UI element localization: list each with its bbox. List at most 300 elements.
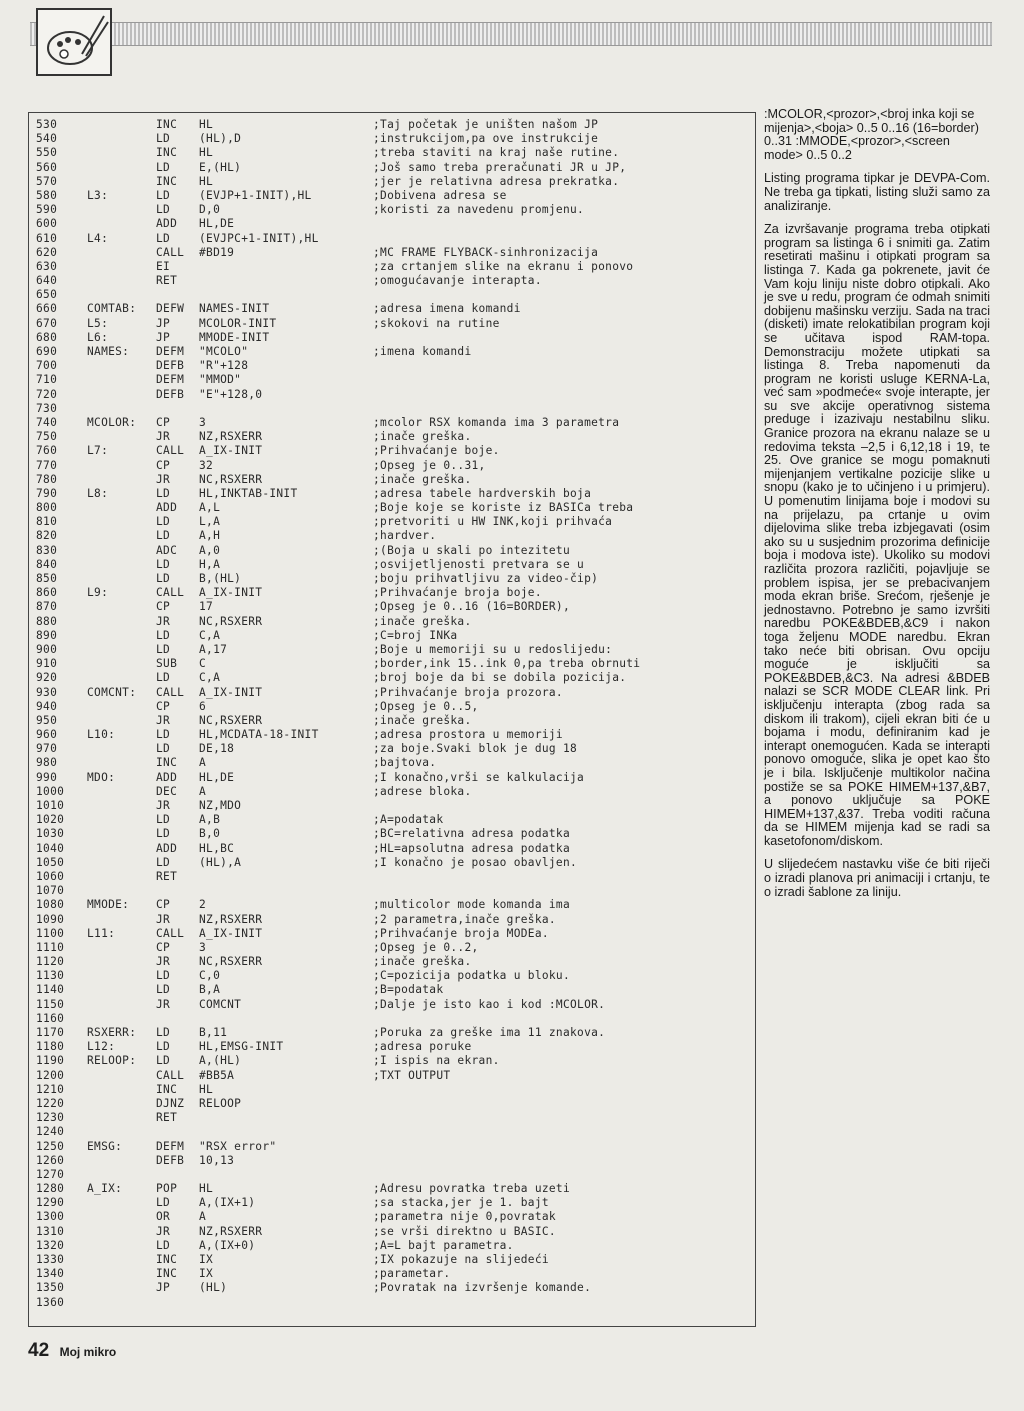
listing-row	[36, 1125, 752, 1139]
listing-row	[36, 1253, 752, 1267]
line-number: 790	[36, 486, 58, 500]
operand: E,(HL)	[199, 160, 242, 174]
line-number: 1110	[36, 940, 65, 954]
comment: ;Prihvaćanje boje.	[373, 444, 500, 458]
listing-row	[36, 898, 752, 912]
mnemonic: INC	[156, 1253, 178, 1266]
line-number: 920	[36, 671, 58, 685]
line-number: 870	[36, 600, 58, 614]
comment: ;inače greška.	[373, 430, 472, 444]
mnemonic: CP	[156, 458, 171, 472]
operand: NAMES-INIT	[199, 302, 270, 316]
line-number: 980	[36, 756, 58, 770]
mnemonic: INC	[156, 174, 178, 188]
listing-row	[36, 1210, 752, 1224]
listing-row	[36, 1239, 752, 1253]
listing-row	[36, 416, 752, 430]
comment: ;A=podatak	[373, 813, 444, 827]
line-number: 710	[36, 373, 58, 387]
line-number: 640	[36, 274, 58, 288]
listing-row	[36, 1026, 752, 1040]
line-number: 1360	[36, 1295, 65, 1309]
label: COMTAB:	[87, 302, 137, 316]
listing-row	[36, 288, 752, 302]
mnemonic: JR	[156, 1224, 171, 1238]
line-number: 630	[36, 259, 58, 273]
line-number: 940	[36, 699, 58, 713]
mnemonic: DJNZ	[156, 1096, 185, 1110]
listing-row	[36, 572, 752, 586]
mnemonic: INC	[156, 118, 178, 131]
comment: ;omogućavanje interapta.	[373, 274, 542, 288]
comment: ;osvijetljenosti pretvara se u	[373, 557, 585, 571]
listing-row	[36, 260, 752, 274]
listing-row	[36, 955, 752, 969]
mnemonic: LD	[156, 529, 171, 543]
line-number: 970	[36, 742, 58, 756]
operand: MCOLOR-INIT	[199, 316, 277, 330]
operand: #BD19	[199, 245, 235, 259]
mnemonic: CP	[156, 415, 171, 429]
line-number: 540	[36, 132, 58, 146]
line-number: 1180	[36, 1040, 65, 1054]
operand: 3	[199, 940, 207, 954]
comment: ;adresa imena komandi	[373, 302, 521, 316]
listing-row	[36, 1040, 752, 1054]
line-number: 550	[36, 146, 58, 160]
line-number: 1330	[36, 1253, 65, 1266]
comment: ;inače greška.	[373, 955, 472, 969]
mnemonic: LD	[156, 642, 171, 656]
operand: #BB5A	[199, 1068, 235, 1082]
comment: ;Dobivena adresa se	[373, 188, 507, 202]
mnemonic: LD	[156, 628, 171, 642]
mnemonic: LD	[156, 572, 171, 585]
mnemonic: DEFM	[156, 345, 185, 358]
comment: ;sa stacka,jer je 1. bajt	[373, 1196, 549, 1210]
listing-row	[36, 161, 752, 175]
comment: ;BC=relativna adresa podatka	[373, 827, 570, 841]
operand: A,0	[199, 543, 221, 557]
mnemonic: LD	[156, 1054, 171, 1068]
operand: NC,RSXERR	[199, 955, 263, 969]
mnemonic: DEFW	[156, 302, 185, 316]
listing-row	[36, 1281, 752, 1295]
operand: A_IX-INIT	[199, 685, 263, 699]
listing-row	[36, 1054, 752, 1068]
line-number: 960	[36, 728, 58, 742]
mnemonic: LD	[156, 969, 171, 983]
comment: ;HL=apsolutna adresa podatka	[373, 841, 570, 855]
operand: (HL)	[199, 1281, 228, 1295]
line-number: 860	[36, 586, 58, 600]
line-number: 590	[36, 203, 58, 217]
line-number: 530	[36, 118, 58, 131]
listing-row	[36, 1267, 752, 1281]
comment: ;Boje u memoriji su u redoslijedu:	[373, 642, 613, 656]
mnemonic: INC	[156, 146, 178, 160]
label: L4:	[87, 231, 109, 245]
mnemonic: CALL	[156, 926, 185, 940]
label: MMODE:	[87, 898, 130, 912]
operand: NC,RSXERR	[199, 472, 263, 486]
label: MCOLOR:	[87, 415, 137, 429]
listing-row	[36, 331, 752, 345]
operand: B,11	[199, 1026, 228, 1039]
comment: ;Adresu povratka treba uzeti	[373, 1182, 570, 1196]
listing-row	[36, 657, 752, 671]
label: MDO:	[87, 770, 116, 784]
operand: A	[199, 784, 207, 798]
mnemonic: ADD	[156, 501, 178, 515]
comment: ;Opseg je 0..5,	[373, 699, 479, 713]
line-number: 1150	[36, 997, 65, 1011]
comment: ;Prihvaćanje broja boje.	[373, 586, 542, 600]
line-number: 1250	[36, 1139, 65, 1153]
listing-row	[36, 884, 752, 898]
operand: 6	[199, 699, 207, 713]
operand: HL,MCDATA-18-INIT	[199, 728, 319, 742]
operand: A_IX-INIT	[199, 586, 263, 600]
comment: ;inače greška.	[373, 472, 472, 486]
listing-row	[36, 615, 752, 629]
label: EMSG:	[87, 1139, 123, 1153]
operand: NZ,RSXERR	[199, 430, 263, 444]
line-number: 600	[36, 217, 58, 231]
line-number: 1050	[36, 855, 65, 869]
line-number: 670	[36, 316, 58, 330]
operand: DE,18	[199, 742, 235, 756]
mnemonic: LD	[156, 827, 171, 841]
mnemonic: LD	[156, 486, 171, 500]
listing-row	[36, 586, 752, 600]
line-number: 1300	[36, 1210, 65, 1224]
mnemonic: RET	[156, 869, 178, 883]
mnemonic: DEFM	[156, 1139, 185, 1153]
operand: HL,BC	[199, 841, 235, 855]
label: RELOOP:	[87, 1054, 137, 1068]
comment: ;adresa tabele hardverskih boja	[373, 486, 592, 500]
mnemonic: CALL	[156, 1068, 185, 1082]
comment: ;Prihvaćanje broja MODEa.	[373, 926, 549, 940]
syntax-paragraph: :MCOLOR,<prozor>,<broj inka koji se mijenja>,<boja> 0..5 0..16 (16=border) 0..31 :MMODE,<prozor>,<screen mode> 0..5 0..2	[764, 107, 979, 162]
operand: A	[199, 1210, 207, 1224]
comment: ;instrukcijom,pa ove instrukcije	[373, 132, 599, 146]
operand: HL	[199, 1082, 214, 1096]
mnemonic: LD	[156, 983, 171, 997]
line-number: 1160	[36, 1011, 65, 1025]
line-number: 1060	[36, 869, 65, 883]
mnemonic: JR	[156, 912, 171, 926]
line-number: 700	[36, 359, 58, 373]
comment: ;I konačno,vrši se kalkulacija	[373, 770, 585, 784]
listing-row	[36, 1140, 752, 1154]
listing-row	[36, 1168, 752, 1182]
mnemonic: RET	[156, 1111, 178, 1125]
listing-row	[36, 402, 752, 416]
label: NAMES:	[87, 345, 130, 358]
comment: ;se vrši direktno u BASIC.	[373, 1224, 556, 1238]
comment: ;IX pokazuje na slijedeći	[373, 1253, 549, 1266]
comment: ;parametra nije 0,povratak	[373, 1210, 556, 1224]
line-number: 990	[36, 770, 58, 784]
mnemonic: JR	[156, 997, 171, 1011]
label: L11:	[87, 926, 116, 940]
operand: 3	[199, 415, 207, 429]
listing-row	[36, 558, 752, 572]
listing-row	[36, 969, 752, 983]
comment: ;multicolor mode komanda ima	[373, 898, 570, 912]
listing-row	[36, 1111, 752, 1125]
line-number: 690	[36, 345, 58, 358]
line-number: 1170	[36, 1026, 65, 1039]
listing-row	[36, 175, 752, 189]
operand: C	[199, 657, 207, 671]
operand: B,(HL)	[199, 572, 242, 585]
listing-row	[36, 317, 752, 331]
mnemonic: CALL	[156, 586, 185, 600]
mnemonic: LD	[156, 557, 171, 571]
comment: ;adresa prostora u memoriji	[373, 728, 563, 742]
listing-row	[36, 444, 752, 458]
mnemonic: LD	[156, 188, 171, 202]
comment: ;jer je relativna adresa prekratka.	[373, 174, 620, 188]
operand: A	[199, 756, 207, 770]
comment: ;adresa poruke	[373, 1040, 472, 1054]
comment: ;mcolor RSX komanda ima 3 parametra	[373, 415, 620, 429]
comment: ;TXT OUTPUT	[373, 1068, 451, 1082]
line-number: 850	[36, 572, 58, 585]
operand: HL,DE	[199, 770, 235, 784]
listing-row	[36, 700, 752, 714]
operand: IX	[199, 1253, 214, 1266]
line-number: 780	[36, 472, 58, 486]
comment: ;2 parametra,inače greška.	[373, 912, 556, 926]
palette-icon	[38, 10, 110, 74]
operand: NZ,RSXERR	[199, 1224, 263, 1238]
operand: A_IX-INIT	[199, 444, 263, 458]
listing-row	[36, 529, 752, 543]
operand: A,L	[199, 501, 221, 515]
line-number: 770	[36, 458, 58, 472]
operand: (HL),A	[199, 855, 242, 869]
comment: ;za crtanjem slike na ekranu i ponovo	[373, 259, 634, 273]
mnemonic: JR	[156, 955, 171, 969]
operand: HL,EMSG-INIT	[199, 1040, 284, 1054]
mnemonic: DEFB	[156, 1153, 185, 1167]
comment: ;Dalje je isto kao i kod :MCOLOR.	[373, 997, 606, 1011]
mnemonic: DEFM	[156, 373, 185, 387]
mnemonic: INC	[156, 1267, 178, 1281]
comment: ;Prihvaćanje broja prozora.	[373, 685, 563, 699]
line-number: 810	[36, 515, 58, 529]
comment: ;adrese bloka.	[373, 784, 472, 798]
instructions-paragraph: Za izvršavanje programa treba otipkati program sa listinga 6 i snimiti ga. Zatim resetirati mašinu i otipkati program sa listinga 7. Kada ga pokrenete, javit će Vam koju liniju niste dobro otipkali. Ako je sve u redu, program će odmah snimiti dobijenu mašinsku verziju. Sada na traci (disketi) imate relokatibilan program koji se učitava ispod RAM-topa. Demonstraciju možete utipkati sa listinga 8. Treba napomenuti da program ne koristi usluge KERNA-La, već sam »podmeće« svoje interapte, jer su sve akcije operativnog sistema preduge i izazivaju nestabilnu sliku. Granice prozora na ekranu nalaze se u redovima teksta –2,5 i 6,12,18 i 19, te 25. Ove granice se mogu pomaknuti mijenjanjem vertikalne pozicije slike u snopu (kako je to učinjeno i u primjeru). U pomenutim linijama boje i modovi su na prijelazu, pa crtanje u ovim dijelovima slike treba izbjegavati (osim ako su u susjednim prozorima definicije boja i modova iste). Ukoliko su modovi različita prozora različiti, pojavljuje se problem ispisa, jer se prebacivanjem moda ekran briše. Srećom, rješenje je jednostavno. Potrebno je samo izvršiti naredbu POKE&BDEB,&C9 i nakon toga željenu MODE naredbu. Ekran tako neće biti obrisan. Ovu opciju moguće je isključiti sa POKE&BDEB,&C3. Na adresi &BDEB nalazi se SCR MODE CLEAR link. Pri isključenju interapta (zbog rada sa diskom ili trakom), cijeli ekran biti će u bojama i modu, definiranim kad je interapt onemogućen. Kada se interapti ponovo omoguće, slika je opet kao što je i bila. Isključenje multikolor načina postiže se sa POKE HIMEM+137,&B7, a ponovo uključuje sa POKE HIMEM+137,&37. Treba voditi računa da se HIMEM mijenja kad se radi sa kasetofonom/diskom.	[764, 222, 990, 848]
palette-logo	[36, 8, 112, 76]
comment: ;Još samo treba preračunati JR u JP,	[373, 160, 627, 174]
listing-row	[36, 232, 752, 246]
comment: ;Taj početak je uništen našom JP	[373, 118, 599, 131]
operand: 32	[199, 458, 214, 472]
line-number: 1190	[36, 1054, 65, 1068]
listing-row	[36, 473, 752, 487]
line-number: 1350	[36, 1281, 65, 1295]
line-number: 1280	[36, 1182, 65, 1196]
line-number: 1000	[36, 784, 65, 798]
listing-row	[36, 189, 752, 203]
mnemonic: CP	[156, 600, 171, 614]
line-number: 580	[36, 188, 58, 202]
operand: A,B	[199, 813, 221, 827]
operand: "E"+128,0	[199, 387, 263, 401]
listing-row	[36, 118, 752, 132]
mnemonic: EI	[156, 259, 171, 273]
operand: (HL),D	[199, 132, 242, 146]
listing-row	[36, 643, 752, 657]
comment: ;pretvoriti u HW INK,koji prihvaća	[373, 515, 613, 529]
line-number: 1220	[36, 1096, 65, 1110]
mnemonic: JP	[156, 1281, 171, 1295]
mnemonic: RET	[156, 274, 178, 288]
line-number: 720	[36, 387, 58, 401]
comment: ;Poruka za greške ima 11 znakova.	[373, 1026, 606, 1039]
listing-row	[36, 756, 752, 770]
operand: NC,RSXERR	[199, 614, 263, 628]
comment: ;I ispis na ekran.	[373, 1054, 500, 1068]
listing-row	[36, 373, 752, 387]
listing-row	[36, 459, 752, 473]
line-number: 1070	[36, 884, 65, 898]
operand: B,0	[199, 827, 221, 841]
comment: ;inače greška.	[373, 713, 472, 727]
label: L7:	[87, 444, 109, 458]
line-number: 910	[36, 657, 58, 671]
comment: ;za boje.Svaki blok je dug 18	[373, 742, 578, 756]
mnemonic: JR	[156, 713, 171, 727]
mnemonic: INC	[156, 756, 178, 770]
mnemonic: LD	[156, 1196, 171, 1210]
mnemonic: LD	[156, 855, 171, 869]
listing-row	[36, 217, 752, 231]
publication-name: Moj mikro	[59, 1345, 117, 1359]
mnemonic: ADD	[156, 770, 178, 784]
line-number: 650	[36, 288, 58, 302]
line-number: 680	[36, 330, 58, 344]
header-decorative-bar	[30, 22, 992, 46]
label: L6:	[87, 330, 109, 344]
listing-row	[36, 785, 752, 799]
operand: IX	[199, 1267, 214, 1281]
line-number: 560	[36, 160, 58, 174]
comment: ;C=broj INKa	[373, 628, 458, 642]
mnemonic: LD	[156, 813, 171, 827]
operand: "MMOD"	[199, 373, 242, 387]
line-number: 1320	[36, 1238, 65, 1252]
mnemonic: DEC	[156, 784, 178, 798]
line-number: 1270	[36, 1167, 65, 1181]
listing-row	[36, 799, 752, 813]
operand: HL,INKTAB-INIT	[199, 486, 298, 500]
listing-row	[36, 827, 752, 841]
comment: ;I konačno je posao obavljen.	[373, 855, 578, 869]
operand: (EVJPC+1-INIT),HL	[199, 231, 319, 245]
listing-row	[36, 1097, 752, 1111]
line-number: 880	[36, 614, 58, 628]
mnemonic: ADC	[156, 543, 178, 557]
line-number: 730	[36, 401, 58, 415]
article-column	[764, 108, 990, 909]
listing-row	[36, 686, 752, 700]
comment: ;boju prihvatljivu za video-čip)	[373, 572, 599, 585]
listing-row	[36, 1069, 752, 1083]
comment: ;inače greška.	[373, 614, 472, 628]
listing-row	[36, 302, 752, 316]
listing-row	[36, 842, 752, 856]
operand: HL,DE	[199, 217, 235, 231]
operand: NZ,RSXERR	[199, 912, 263, 926]
listing-row	[36, 671, 752, 685]
comment: ;Opseg je 0..16 (16=BORDER),	[373, 600, 570, 614]
line-number: 610	[36, 231, 58, 245]
operand: HL	[199, 1182, 214, 1196]
line-number: 1200	[36, 1068, 65, 1082]
comment: ;Opseg je 0..2,	[373, 940, 479, 954]
line-number: 1310	[36, 1224, 65, 1238]
mnemonic: LD	[156, 203, 171, 217]
listing-row	[36, 359, 752, 373]
comment: ;koristi za navedenu promjenu.	[373, 203, 585, 217]
line-number: 1090	[36, 912, 65, 926]
mnemonic: JR	[156, 430, 171, 444]
operand: L,A	[199, 515, 221, 529]
label: L8:	[87, 486, 109, 500]
mnemonic: LD	[156, 132, 171, 146]
comment: ;A=L bajt parametra.	[373, 1238, 514, 1252]
operand: A,(IX+1)	[199, 1196, 256, 1210]
comment: ;parametar.	[373, 1267, 451, 1281]
operand: A,(HL)	[199, 1054, 242, 1068]
mnemonic: LD	[156, 742, 171, 756]
operand: C,0	[199, 969, 221, 983]
mnemonic: JR	[156, 614, 171, 628]
line-number: 820	[36, 529, 58, 543]
listing-row	[36, 870, 752, 884]
mnemonic: LD	[156, 1026, 171, 1039]
assembly-listing	[36, 118, 752, 1310]
mnemonic: LD	[156, 515, 171, 529]
listing-row	[36, 132, 752, 146]
listing-row	[36, 1154, 752, 1168]
listing-row	[36, 203, 752, 217]
label: L12:	[87, 1040, 116, 1054]
listing-row	[36, 856, 752, 870]
mnemonic: LD	[156, 1238, 171, 1252]
line-number: 620	[36, 245, 58, 259]
line-number: 890	[36, 628, 58, 642]
label: L9:	[87, 586, 109, 600]
mnemonic: JP	[156, 316, 171, 330]
comment: ;broj boje da bi se dobila pozicija.	[373, 671, 627, 685]
operand: B,A	[199, 983, 221, 997]
listing-row	[36, 998, 752, 1012]
mnemonic: DEFB	[156, 359, 185, 373]
operand: C,A	[199, 671, 221, 685]
listing-row	[36, 430, 752, 444]
listing-row	[36, 146, 752, 160]
line-number: 830	[36, 543, 58, 557]
listing-row	[36, 544, 752, 558]
line-number: 760	[36, 444, 58, 458]
